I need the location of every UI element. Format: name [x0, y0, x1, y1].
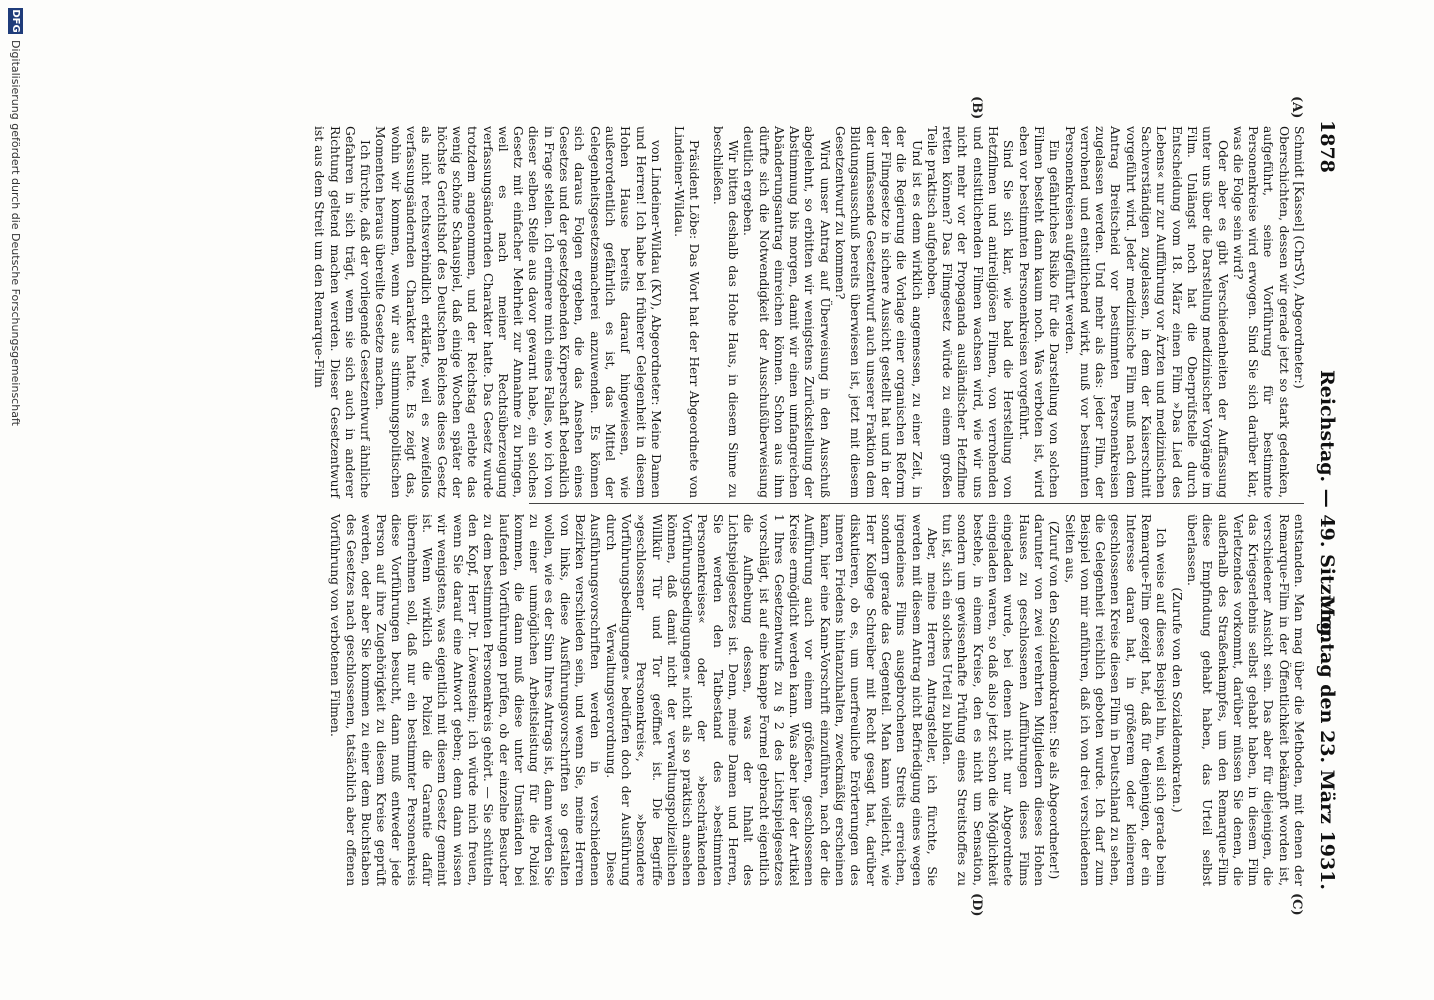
- session-title: Reichstag. — 49. Sitzung.: [1316, 370, 1338, 643]
- president-statement: Präsident Löbe: Das Wort hat der Herr Abgeordnete von Lindeiner-Wildau.: [672, 126, 702, 498]
- paragraph: Wir bitten deshalb das Hohe Haus, in diesem Sinne zu beschließen.: [710, 126, 741, 498]
- page-number: 1878: [1316, 120, 1338, 173]
- funding-note: Digitalisierung gefördert durch die Deutsche Forschungsgemeinschaft: [9, 40, 22, 426]
- paragraph: Oder aber es gibt Verschiedenheiten der Auffassung unter uns über die Darstellung medizinischer Vorgänge im Film. Unlängst noch hat die Oberprüfstelle durch Entscheidung vom 18. März einen Film »Das Lied des Lebens« nur zur Aufführung vor Ärzten und medizinischen Sachverständigen zugelassen, in dem der Kaiserschnitt vorgeführt wird. Jeder medizinische Film muß nach dem Antrag Breitscheid vor bestimmten Personenkreisen zugelassen werden. Und mehr als das: jeder Film, der verrohend und entsittlichend wirkt, muß vor bestimmten Personenkreisen aufgeführt werden.: [1062, 126, 1230, 498]
- margin-mark-d: (D): [969, 893, 984, 917]
- left-column: [312, 126, 1306, 498]
- margin-mark-c: (C): [1289, 893, 1304, 916]
- paragraph: Ein gefährliches Risiko für die Darstellung von solchen Filmen besteht dann kaum noch. Was verboten ist, wird eben vor bestimmten Personenkreisen vorgeführt.: [1016, 126, 1062, 498]
- paragraph: entstanden. Man mag über die Methoden, mit denen der Remarque-Film in der Öffentlichkeit bekämpft worden ist, verschiedener Ansicht sein. Das aber für diejenigen, die das Kriegserlebnis selbst gehabt haben, in diesem Film Verletzendes vorkommt, darüber müssen Sie denen, die außerhalb des Straßenkampfes, um den Remarque-Film diese Empfindung gehabt haben, das Urteil selbst überlassen.: [1184, 514, 1306, 886]
- paragraph: Und ist es denn wirklich angemessen, zu einer Zeit, in der die Regierung die Vorlage einer organischen Reform der Filmgesetze in sichere Aussicht gestellt hat und in der der umfassende Gesetzentwurf auch unserer Fraktion dem Bildungsausschuß bereits überwiesen ist, jetzt mit diesem Gesetzentwurf zu kommen?: [833, 126, 924, 498]
- page-footer: [2, 0, 24, 1000]
- session-date: Montag den 23. März 1931.: [1316, 595, 1338, 890]
- speech-opening: von Lindeiner-Wildau (KV), Abgeordneter: Meine Damen und Herren! Ich habe bei früherer Gelegenheit in diesem Hohen Hause bereits darauf hingewiesen, wie außerordentlich gefährlich es ist, das Mittel der Gelegenheitsgesetzesmacherei anzuwenden. Es können sich daraus Folgen ergeben, die das Ansehen eines Gesetzes und der gesetzgebenden Körperschaft bedenklich in Frage stellen. Ich erinnere mich eines Falles, wo ich von dieser selben Stelle aus davor gewarnt habe, ein solches Gesetz mit einfacher Mehrheit zur Annahme zu bringen, weil es nach meiner Rechtsüberzeugung verfassungsändernden Charakter hatte. Das Gesetz wurde trotzdem angenommen, und der Reichstag erlebte das wenig schöne Schauspiel, daß einige Wochen später der höchste Gerichtshof des Deutschen Reiches dieses Gesetz als nicht rechtsverbindlich erklärte, weil es zweifellos verfassungsändernden Charakter hatte. Es zeigt das, wohin wir kommen, wenn wir aus stimmungspolitischen Momenten heraus übereilte Gesetze machen.: [373, 126, 663, 498]
- paragraph: Ich fürchte, daß der vorliegende Gesetzentwurf ähnliche Gefahren in sich trägt, wenn sie sich auch in anderer Richtung geltend machen werden. Dieser Gesetzentwurf ist aus dem Streit um den Remarque-Film: [312, 126, 373, 498]
- paragraph: Oberschichten, dessen wir gerade jetzt so stark gedenken, aufgeführt, seine Vorführung für bestimmte Personenkreise wird erwogen. Sind Sie sich darüber klar, was die Folge sein wird?: [1230, 126, 1291, 498]
- paragraph: Wird unser Antrag auf Überweisung in den Ausschuß abgelehnt, so erbitten wir wenigstens Zurückstellung der Abstimmung bis morgen, damit wir einen umfangreichen Abänderungsantrag einreichen können. Schon aus ihm dürfte sich die Notwendigkeit der Ausschußüberweisung deutlich ergeben.: [741, 126, 832, 498]
- column-divider: [529, 503, 1304, 504]
- margin-mark-b: (B): [969, 96, 984, 120]
- interjection: (Zurufe von den Sozialdemokraten.): [1169, 587, 1184, 813]
- paragraph: Ich weise auf dieses Beispiel hin, weil sich gerade beim Remarque-Film gezeigt hat, daß für denjenigen, der ein Interesse daran hat, in größerem oder kleinerem geschlossenen Kreise diesen Film in Deutschland zu sehen, die Gelegenheit reichlich geboten wurde. Ich darf zum Beispiel von mir anführen, daß ich von drei verschiedenen Seiten aus,: [1062, 514, 1169, 886]
- right-column: [328, 514, 1306, 886]
- page-header: [1310, 120, 1338, 890]
- margin-mark-a: (A): [1289, 96, 1304, 119]
- dfg-logo: DFG: [10, 9, 21, 33]
- paragraph: Aber, meine Herren Antragsteller, ich fürchte, Sie werden mit diesem Antrag nicht Befriedigung eines wegen irgendeines Films ausgebrochenen Streits erreichen, sondern gerade das Gegenteil. Man kann vielleicht, wie Herr Kollege Schreiber mit Recht gesagt hat, darüber diskutieren, ob es, um unerfreuliche Erörterungen des inneren Friedens hintanzuhalten, zweckmäßig erscheinen kann, hier eine Kann-Vorschrift einzuführen, nach der die Aufführung auch vor einem größeren, geschlossenen Kreise ermöglicht werden kann. Was aber hier der Artikel 1 Ihres Gesetzentwurfs zu § 2 des Lichtspielgesetzes vorschlägt, ist auf eine knappe Formel gebracht eigentlich die Aufhebung dessen, was der Inhalt des Lichtspielgesetzes ist. Denn, meine Damen und Herren, Sie werden den Tatbestand des »bestimmten Personenkreises« oder der »beschränkenden Vorführungsbedingungen« nicht als so praktisch ansehen können, daß damit nicht der verwaltungspolizeilichen Willkür Tür und Tor geöffnet ist. Die Begriffe »geschlossener Personenkreis«, »besondere Vorführungsbedingungen« bedürfen doch der Ausführung durch Verwaltungsverordnung. Diese Ausführungsvorschriften werden in verschiedenen Bezirken verschieden sein, und wenn Sie, meine Herren von links, diese Ausführungsvorschriften so gestalten wollen, wie es der Sinn Ihres Antrags ist, dann werden Sie zu einer unmöglichen Arbeitsleistung für die Polizei kommen, die dann muß diese unter Umständen bei laufenden Vorführungen prüfen, ob der einzelne Besucher zu dem bestimmten Personenkreis gehört. — Sie schütteln den Kopf, Herr Dr. Löwenstein; ich würde mich freuen, wenn Sie darauf eine Antwort geben; denn dann wissen wir wenigstens, was eigentlich mit diesem Gesetz gemeint ist. Wenn wirklich die Polizei die Garantie dafür übernehmen soll, daß nur ein bestimmter Personenkreis diese Vorführungen besucht, dann muß entweder jede Person auf ihre Zugehörigkeit zu diesem Kreise geprüft werden, oder aber Sie kommen zu einer dem Buchstaben des Gesetzes nach geschlossenen, tatsächlich aber offenen Vorführung von verbotenen Filmen.: [328, 514, 939, 886]
- paragraph: darunter von zwei verehrten Mitgliedern dieses Hohen Hauses zu geschlossenen Aufführungen dieses Films eingeladen wurde, bei denen nicht nur Abgeordnete eingeladen waren, so daß also jetzt schon die Möglichkeit bestehe, in einem Kreise, den es nicht um Sensation, sondern um gewissenhafte Prüfung eines Streitstoffes zu tun ist, sich ein solches Urteil zu bilden.: [940, 514, 1046, 886]
- speaker-attribution: Schmidt [Kassel] (ChrSV), Abgeordneter:): [1292, 126, 1306, 389]
- paragraph: Sind Sie sich klar, wie bald die Herstellung von Hetzfilmen und antireligiösen Filmen, von verrohenden und entsittlichenden Filmen wachsen wird, wie wir uns nicht mehr vor der Propaganda ausländischer Hetzfilme retten können? Das Filmgesetz würde zu einem großen Teile praktisch aufgehoben.: [924, 126, 1016, 498]
- interjection: (Zuruf von den Sozialdemokraten: Sie als Abgeordneter!): [1047, 520, 1062, 880]
